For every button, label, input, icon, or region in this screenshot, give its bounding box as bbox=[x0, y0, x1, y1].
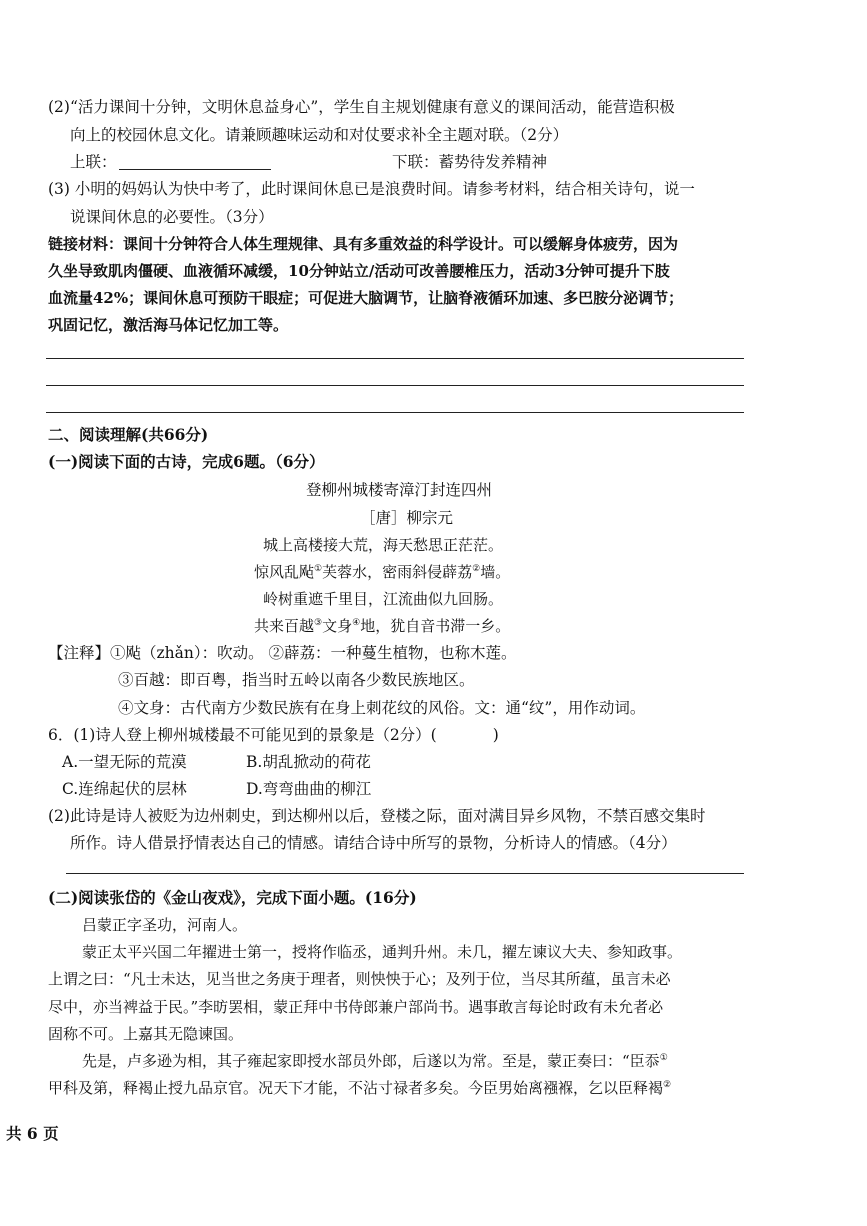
note-ref-1: ① bbox=[314, 564, 323, 574]
part2-title: (二)阅读张岱的《金山夜戏》，完成下面小题。(16分) bbox=[48, 888, 417, 907]
option-d[interactable]: D.弯弯曲曲的柳江 bbox=[246, 780, 372, 798]
upper-answer-blank[interactable] bbox=[119, 153, 271, 170]
prose-note-ref-1: ① bbox=[659, 1053, 668, 1063]
q6-stem-text: 6．(1)诗人登上柳州城楼最不可能见到的景象是（2分）( bbox=[48, 726, 437, 744]
note-ref-4: ④ bbox=[352, 618, 361, 628]
prose-line6 bbox=[82, 1050, 668, 1072]
part1-title: (一)阅读下面的古诗，完成6题。（6分） bbox=[48, 452, 325, 471]
page-footer: 共 6 页 bbox=[6, 1124, 59, 1143]
material-line4: 巩固记忆，激活海马体记忆加工等。 bbox=[48, 316, 289, 334]
note-ref-2: ② bbox=[472, 564, 481, 574]
q3-line2: 说课间休息的必要性。（3分） bbox=[70, 208, 274, 226]
answer-line-2[interactable] bbox=[46, 385, 744, 386]
option-b[interactable]: B.胡乱掀动的荷花 bbox=[246, 753, 371, 771]
poem-line2-c: 墙。 bbox=[480, 563, 511, 581]
q2-line2: 向上的校园休息文化。请兼顾趣味运动和对仗要求补全主题对联。（2分） bbox=[70, 126, 569, 144]
couplet-upper bbox=[70, 151, 271, 173]
q3-line1: (3) 小明的妈妈认为快中考了，此时课间休息已是浪费时间。请参考材料，结合相关诗句，说一 bbox=[48, 180, 695, 198]
couplet-lower: 下联：蓄势待发养精神 bbox=[392, 153, 548, 171]
q6-part2-line2: 所作。诗人借景抒情表达自己的情感。请结合诗中所写的景物，分析诗人的情感。（4分） bbox=[70, 834, 677, 852]
prose-line1: 吕蒙正字圣功，河南人。 bbox=[82, 916, 248, 934]
material-line3: 血流量42%；课间休息可预防干眼症；可促进大脑调节，让脑脊液循环加速、多巴胺分泌调节； bbox=[48, 289, 684, 307]
prose-line6-text: 先是，卢多逊为相，其子雍起家即授水部员外郎，后遂以为常。至是，蒙正奏曰：“臣忝 bbox=[82, 1052, 660, 1070]
poem-line2-b: 芙蓉水，密雨斜侵薜荔 bbox=[322, 563, 473, 581]
q6-part2-line1: (2)此诗是诗人被贬为边州刺史，到达柳州以后，登楼之际，面对满目异乡风物，不禁百感交集时 bbox=[48, 807, 706, 825]
prose-line5: 固称不可。上嘉其无隐谏国。 bbox=[48, 1025, 244, 1043]
prose-line7-text: 甲科及第，释褐止授九品京官。况天下才能，不沾寸禄者多矣。今臣男始离襁褓，乞以臣释褐 bbox=[48, 1079, 664, 1097]
poem-line4-c: 地，犹自音书滞一乡。 bbox=[360, 617, 511, 635]
notes-line3: ④文身：古代南方少数民族有在身上刺花纹的风俗。文：通“纹”，用作动词。 bbox=[118, 699, 646, 717]
note-ref-3: ③ bbox=[314, 618, 323, 628]
q2-line1: (2)“活力课间十分钟，文明休息益身心”，学生自主规划健康有意义的课间活动，能营造积极 bbox=[48, 98, 675, 116]
option-a[interactable]: A.一望无际的荒漠 bbox=[62, 753, 187, 771]
prose-line3: 上谓之曰：“凡士未达，见当世之务庚于理者，则怏怏于心；及列于位，当尽其所蕴，虽言未必 bbox=[48, 970, 671, 988]
prose-line7 bbox=[48, 1077, 671, 1099]
material-line2: 久坐导致肌肉僵硬、血液循环减缓，10分钟站立/活动可改善腰椎压力，活动3分钟可提升下肢 bbox=[48, 262, 670, 280]
poem-line4-b: 文身 bbox=[322, 617, 353, 635]
poem-author: ［唐］柳宗元 bbox=[360, 509, 454, 527]
notes-line1: 【注释】①飐（zhǎn）：吹动。 ②薜荔：一种蔓生植物，也称木莲。 bbox=[48, 644, 517, 662]
material-line1: 链接材料：课间十分钟符合人体生理规律、具有多重效益的科学设计。可以缓解身体疲劳，因为 bbox=[48, 235, 679, 253]
answer-line-1[interactable] bbox=[46, 358, 744, 359]
poem-title: 登柳州城楼寄漳汀封连四州 bbox=[306, 481, 493, 499]
poem-line2-a: 惊风乱飐 bbox=[254, 563, 315, 581]
prose-line2: 蒙正太平兴国二年擢进士第一，授将作临丞，通判升州。未几，擢左谏议大夫、参知政事。 bbox=[82, 943, 683, 961]
section-title: 二、阅读理解(共66分) bbox=[48, 425, 209, 444]
answer-line-4[interactable] bbox=[66, 873, 744, 874]
poem-line2 bbox=[254, 561, 510, 583]
poem-line4 bbox=[254, 615, 510, 637]
prose-note-ref-2: ② bbox=[663, 1080, 672, 1090]
notes-line2: ③百越：即百粤，指当时五岭以南各少数民族地区。 bbox=[118, 671, 475, 689]
poem-line1: 城上高楼接大荒，海天愁思正茫茫。 bbox=[263, 536, 504, 554]
upper-label: 上联： bbox=[70, 153, 117, 171]
poem-line3: 岭树重遮千里目，江流曲似九回肠。 bbox=[263, 590, 504, 608]
poem-line4-a: 共来百越 bbox=[254, 617, 315, 635]
prose-line4: 尽中，亦当裨益于民。”李昉罢相，蒙正拜中书侍郎兼户部尚书。遇事敢言每论时政有未允者必 bbox=[48, 998, 664, 1016]
option-c[interactable]: C.连绵起伏的层林 bbox=[62, 780, 187, 798]
q6-stem bbox=[48, 724, 499, 746]
q6-stem-end: ) bbox=[492, 726, 499, 744]
answer-line-3[interactable] bbox=[46, 412, 744, 413]
